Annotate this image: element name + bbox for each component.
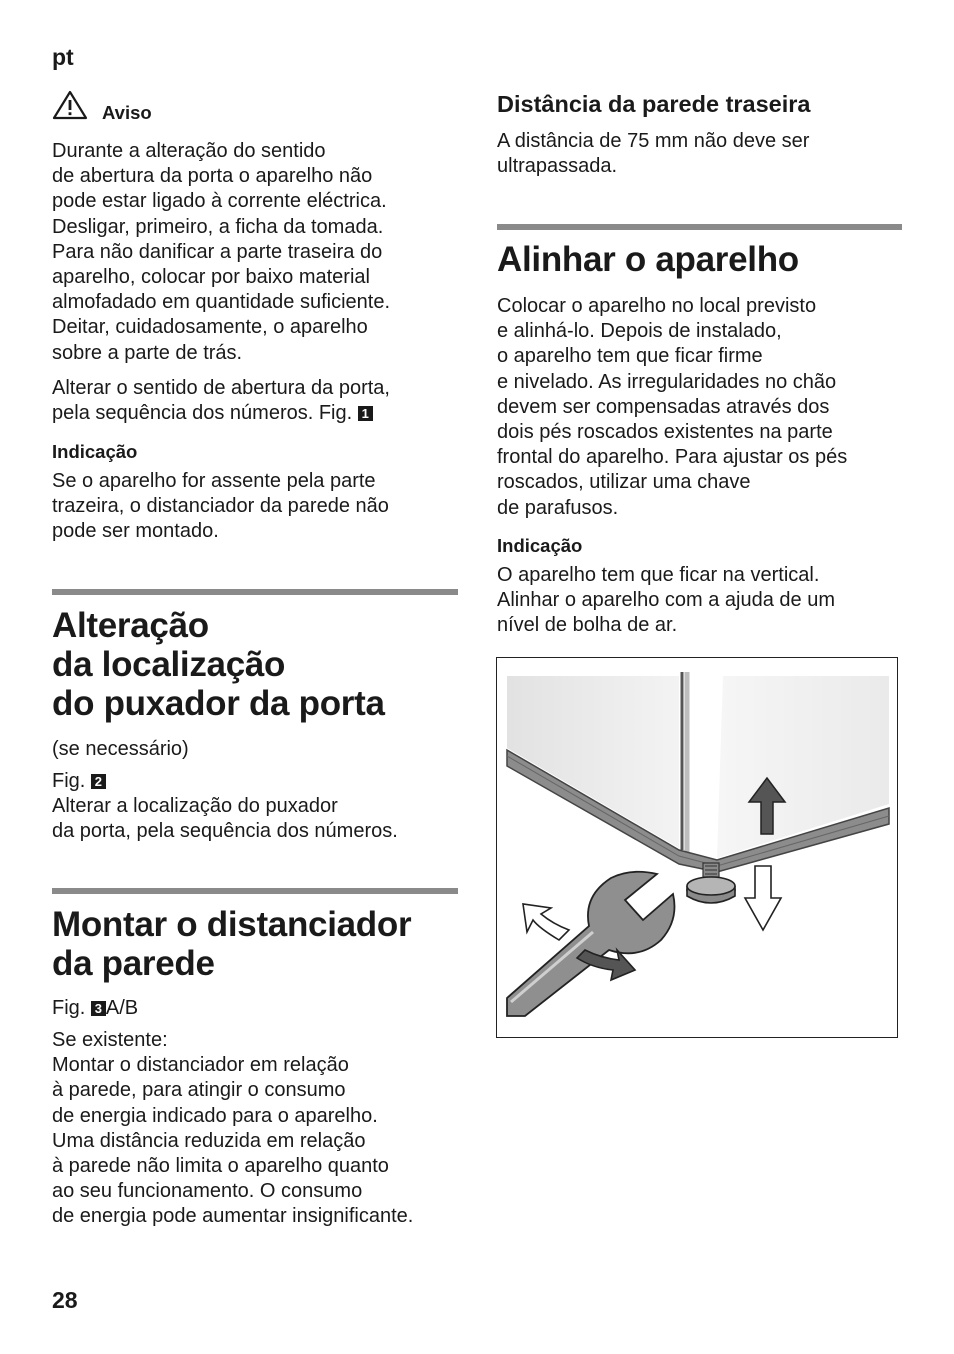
text-line: Colocar o aparelho no local previsto (497, 295, 817, 317)
text-line: da porta, pela sequência dos números. (52, 820, 398, 843)
wrench-adjusting-foot-illustration (496, 657, 898, 1038)
text-line: Uma distância reduzida em relação (52, 1129, 366, 1152)
section-rule (52, 888, 458, 894)
handle-text (52, 769, 462, 845)
text-line: roscados, utilizar uma chave (497, 471, 751, 494)
text-line: Para não danificar a parte traseira do (52, 240, 383, 263)
warning-block (52, 90, 462, 125)
text-line: pela sequência dos números. Fig. 1 (52, 401, 462, 426)
text-line: sobre a parte de trás. (52, 341, 243, 364)
page-number: 28 (52, 1287, 78, 1313)
text-line: Durante a alteração do sentido (52, 140, 326, 162)
text-line: de parafusos. (497, 496, 619, 519)
text-line: pode ser montado. (52, 520, 219, 543)
text-line: e alinhá-lo. Depois de instalado, (497, 320, 782, 343)
spacer-figure-ref: Fig. 3 A/B (52, 997, 139, 1019)
text-line: nível de bolha de ar. (497, 614, 678, 637)
text-line: Alterar a localização do puxador (52, 795, 338, 818)
text-line: Desligar, primeiro, a ficha da tomada. (52, 215, 384, 238)
sequence-paragraph (52, 376, 462, 426)
section-title-distance: Distância da parede traseira (497, 91, 811, 117)
text-line: e nivelado. As irregularidades no chão (497, 370, 837, 393)
distance-text (497, 129, 902, 179)
text-line: de energia indicado para o aparelho. (52, 1104, 378, 1127)
text-line: o aparelho tem que ficar firme (497, 345, 763, 368)
text-line: ultrapassada. (497, 155, 618, 178)
warning-text (52, 139, 462, 366)
section-title-spacer: Montar o distanciador da parede (52, 905, 412, 983)
note-text (497, 563, 902, 639)
note-text (52, 469, 462, 545)
text-line: Montar o distanciador em relação (52, 1054, 349, 1077)
section-title-align: Alinhar o aparelho (497, 240, 799, 279)
note-title: Indicação (52, 441, 138, 462)
note-title: Indicação (497, 535, 583, 556)
text-line: trazeira, o distanciador da parede não (52, 495, 389, 518)
text-line: aparelho, colocar por baixo material (52, 266, 370, 289)
handle-subtitle: (se necessário) (52, 738, 189, 760)
text-line: O aparelho tem que ficar na vertical. (497, 564, 820, 586)
figure-number-badge: 3 (91, 1001, 106, 1016)
text-line: Alterar o sentido de abertura da porta, (52, 377, 390, 399)
warning-title: Aviso (102, 102, 152, 123)
text-line: A distância de 75 mm não deve ser (497, 130, 810, 152)
text-line: pode estar ligado à corrente eléctrica. (52, 190, 387, 213)
section-title-handle: Alteração da localização do puxador da porta (52, 606, 385, 723)
text-line: frontal do aparelho. Para ajustar os pés (497, 446, 848, 469)
text-line: devem ser compensadas através dos (497, 395, 830, 418)
warning-triangle-icon (52, 90, 88, 125)
text-line: de energia pode aumentar insignificante. (52, 1205, 414, 1228)
align-text (497, 294, 902, 521)
text-line: Alinhar o aparelho com a ajuda de um (497, 589, 835, 612)
text-line: de abertura da porta o aparelho não (52, 165, 373, 188)
text-line: ao seu funcionamento. O consumo (52, 1180, 363, 1203)
figure-number-badge: 2 (91, 774, 106, 789)
language-tag: pt (52, 44, 74, 70)
section-rule (52, 589, 458, 595)
text-line: à parede, para atingir o consumo (52, 1079, 346, 1102)
text-line: à parede não limita o aparelho quanto (52, 1155, 389, 1178)
section-rule (497, 224, 902, 230)
spacer-text (52, 1028, 472, 1230)
text-line: dois pés roscados existentes na parte (497, 421, 833, 444)
text-line: Se o aparelho for assente pela parte (52, 470, 376, 492)
figure-ref: Fig. 2 (52, 769, 462, 794)
text-line: Se existente: (52, 1029, 168, 1051)
figure-number-badge: 1 (358, 406, 373, 421)
text-line: almofadado em quantidade suficiente. (52, 291, 391, 314)
text-line: Deitar, cuidadosamente, o aparelho (52, 316, 368, 339)
